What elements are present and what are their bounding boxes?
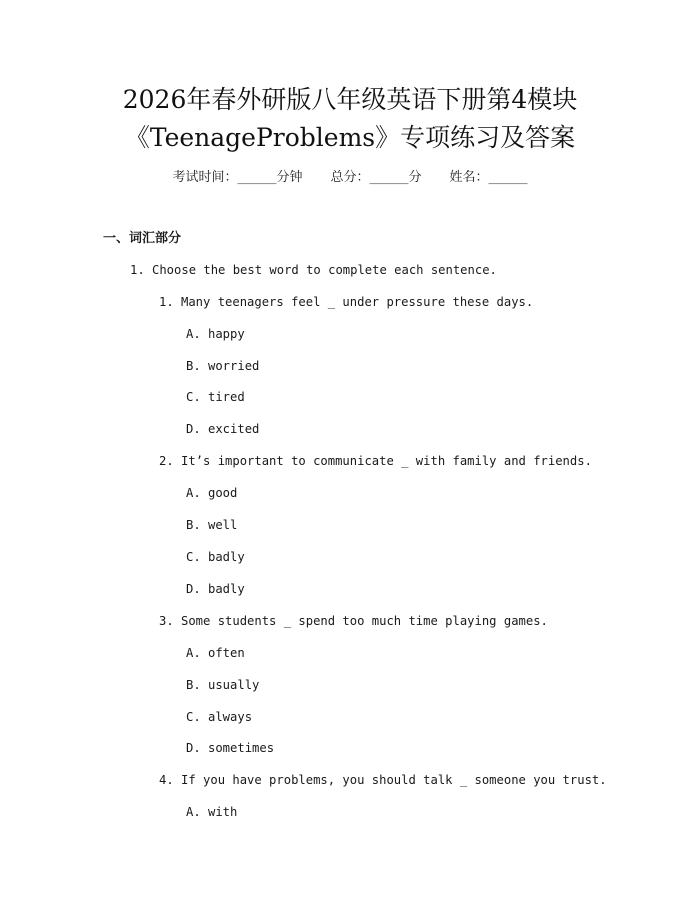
q1-option-a: A. happy — [186, 327, 245, 341]
q2-option-d: D. badly — [186, 582, 245, 596]
question-1: 1. Many teenagers feel _ under pressure these days. — [159, 295, 534, 309]
q1-option-c: C. tired — [186, 390, 245, 404]
question-4: 4. If you have problems, you should talk _ someone you trust. — [159, 773, 607, 787]
document-title-line2: 《TeenageProblems》专项练习及答案 — [124, 123, 576, 152]
q2-option-b: B. well — [186, 518, 238, 532]
exam-name: 姓名：______ — [449, 170, 528, 185]
exam-info — [0, 169, 700, 187]
instruction: 1. Choose the best word to complete each sentence. — [130, 263, 497, 277]
q3-option-c: C. always — [186, 710, 253, 724]
q1-option-d: D. excited — [186, 422, 260, 436]
exam-score: 总分：______分 — [330, 170, 422, 185]
q3-option-b: B. usually — [186, 678, 260, 692]
q4-option-a: A. with — [186, 805, 238, 819]
question-3: 3. Some students _ spend too much time playing games. — [159, 614, 548, 628]
q2-option-a: A. good — [186, 486, 238, 500]
section-heading: 一、词汇部分 — [103, 231, 182, 246]
question-2: 2. It’s important to communicate _ with family and friends. — [159, 454, 592, 468]
q1-option-b: B. worried — [186, 359, 260, 373]
q3-option-a: A. often — [186, 646, 245, 660]
q3-option-d: D. sometimes — [186, 741, 275, 755]
exam-time: 考试时间：______分钟 — [172, 170, 303, 185]
q2-option-c: C. badly — [186, 550, 245, 564]
document-title-line1: 2026年春外研版八年级英语下册第4模块 — [122, 85, 578, 114]
